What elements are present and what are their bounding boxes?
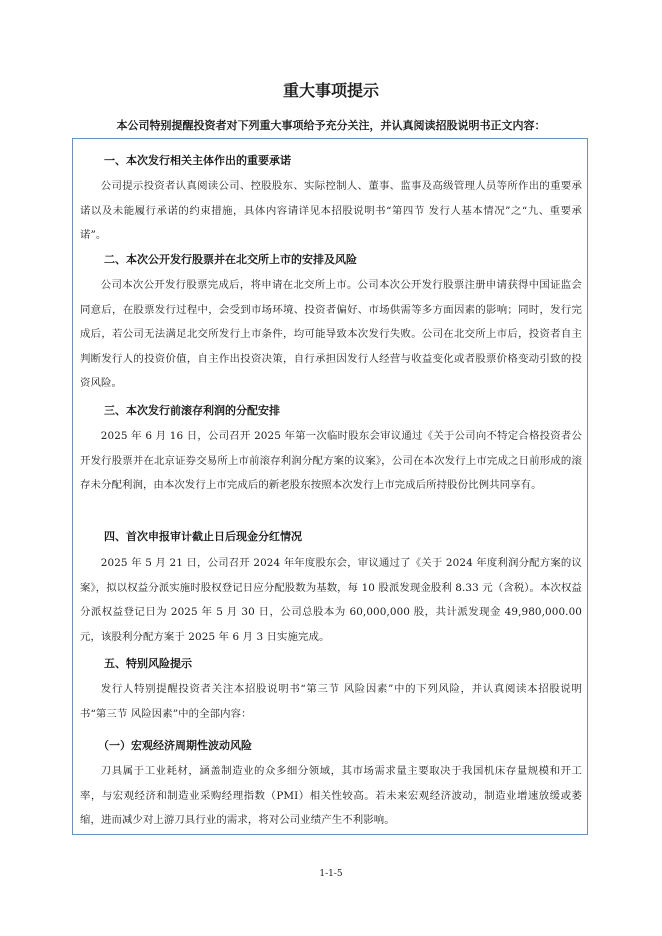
section-heading-2: 二、本次公开发行股票并在北交所上市的安排及风险 (104, 253, 357, 266)
section-body-4: 2025 年 5 月 21 日，公司召开 2024 年年度股东会，审议通过了《关于 2024 年度利润分配方案的议案》，拟以权益分派实施时股权登记日应分配股数为基数，每 10 股派发现金股利 8.33 元（含税）。本次权益分派权益登记日为 2025 年 5 月 30 日，公司总股本为 60,000,000 股，共计派发现金 49,980,000.00 元，该股利分配方案于 2025 年 6 月 3 日实施完成。 (80, 557, 582, 643)
intro-notice: 本公司特别提醒投资者对下列重大事项给予充分关注，并认真阅读招股说明书正文内容： (116, 119, 546, 132)
page-number: 1-1-5 (319, 869, 343, 879)
section-body-3: 2025 年 6 月 16 日，公司召开 2025 年第一次临时股东会审议通过《关于公司向不特定合格投资者公开发行股票并在北京证券交易所上市前滚存利润分配方案的议案》，公司在本次发行上市完成之日前形成的滚存未分配利润，由本次发行上市完成后的新老股东按照本次发行上市完成后所持股份比例共同享有。 (80, 430, 582, 491)
subsection-heading-1: （一）宏观经济周期性波动风险 (98, 739, 252, 752)
subsection-body-1: 刀具属于工业耗材，涵盖制造业的众多细分领域，其市场需求量主要取决于我国机床存量规模和开工率，与宏观经济和制造业采购经理指数（PMI）相关性较高。若未来宏观经济波动，制造业增速放缓或萎缩，进而减少对上游刀具行业的需求，将对公司业绩产生不利影响。 (80, 765, 582, 826)
section-heading-1: 一、本次发行相关主体作出的重要承诺 (104, 154, 291, 167)
page-title: 重大事项提示 (282, 81, 379, 100)
section-heading-5: 五、特别风险提示 (104, 657, 192, 670)
section-body-2: 公司本次公开发行股票完成后，将申请在北交所上市。公司本次公开发行股票注册申请获得中国证监会同意后，在股票发行过程中，会受到市场环境、投资者偏好、市场供需等多方面因素的影响；同时，发行完成后，若公司无法满足北交所发行上市条件，均可能导致本次发行失败。公司在北交所上市后，投资者自主判断发行人的投资价值，自主作出投资决策，自行承担因发行人经营与收益变化或者股票价格变动引致的投资风险。 (80, 279, 582, 389)
section-heading-4: 四、首次申报审计截止日后现金分红情况 (104, 530, 302, 543)
section-body-5: 发行人特别提醒投资者关注本招股说明书“第三节 风险因素”中的下列风险，并认真阅读本招股说明书“第三节 风险因素”中的全部内容： (80, 683, 582, 720)
section-heading-3: 三、本次发行前滚存利润的分配安排 (104, 404, 280, 417)
section-body-1: 公司提示投资者认真阅读公司、控股股东、实际控制人、董事、监事及高级管理人员等所作出的重要承诺以及未能履行承诺的约束措施，具体内容请详见本招股说明书“第四节 发行人基本情况”之“九、重要承诺”。 (80, 180, 582, 241)
